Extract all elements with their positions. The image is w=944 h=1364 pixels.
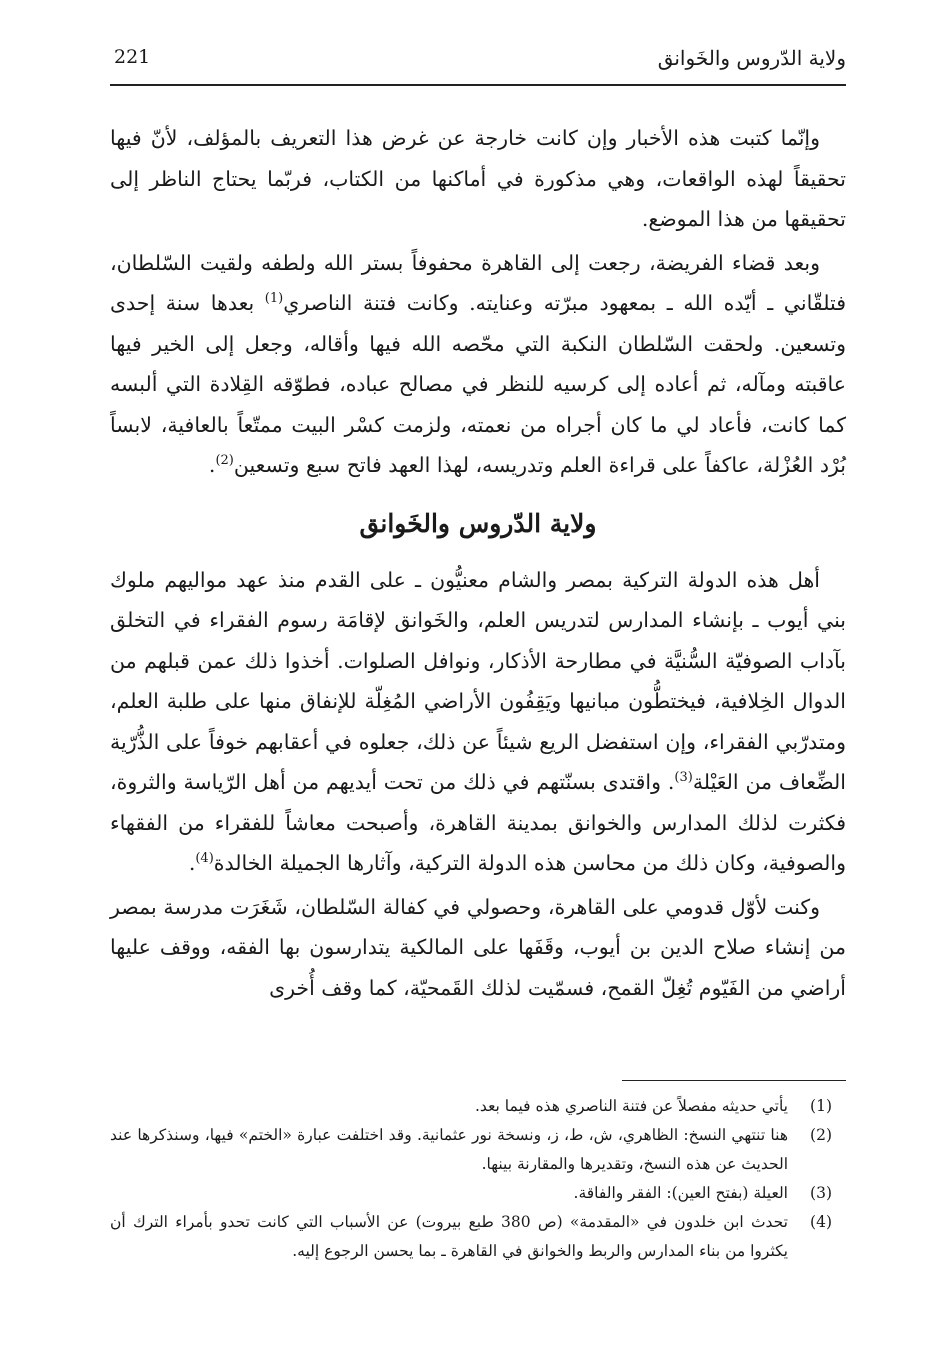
- footnote-2: [110, 1121, 832, 1179]
- paragraph-2: [110, 243, 846, 486]
- paragraph-3-part-3: .: [188, 851, 196, 875]
- paragraph-1: وإنّما كتبت هذه الأخبار وإن كانت خارجة عن غرض هذا التعريف بالمؤلف، لأنّ فيها تحقيقاً لهذه الواقعات، وهي مذكورة في أماكنها من الكتاب، فربّما يحتاج الناظر إلى تحقيقها من هذا الموضع.: [110, 126, 846, 231]
- paragraph-4: وكنت لأوّل قدومي على القاهرة، وحصولي في كفالة السّلطان، شَغَرَت مدرسة بمصر من إنشاء صلاح الدين بن أيوب، وقَفَها على المالكية يتدارسون بها الفقه، ووقف عليها أراضي من الفَيّوم تُغِلّ القمح، فسمّيت لذلك القَمحيّة، كما وقف أُخرى: [110, 894, 846, 1000]
- paragraph-3-part-2: . واقتدى بسنّتهم في ذلك من تحت أيديهم من أهل الرّياسة والثروة، فكثرت لذلك المدارس والخوانق بمدينة القاهرة، وأصبحت معاشاً للفقراء من الفقهاء والصوفية، وكان ذلك من محاسن هذه الدولة التركية، وآثارها الجميلة الخالدة: [110, 770, 846, 875]
- page-number: 221: [114, 46, 151, 68]
- footnote-number: (3): [810, 1184, 832, 1202]
- footnote-text: تحدث ابن خلدون في «المقدمة» (ص 380 طبع بيروت) عن الأسباب التي كانت تحدو بأمراء الترك أن يكثروا من بناء المدارس والربط والخوانق في القاهرة ـ بما يحسن الرجوع إليه.: [110, 1213, 788, 1260]
- footnote-text: هنا تنتهي النسخ: الظاهري، ش، ط، ز، ونسخة نور عثمانية. وقد اختلفت عبارة «الختم» فيها، وسنذكرها عند الحديث عن هذه النسخ، وتقديرها والمقارنة بينها.: [110, 1126, 788, 1173]
- header-rule: [110, 84, 846, 86]
- footnote-text: العيلة (بفتح العين): الفقر والفاقة.: [573, 1184, 788, 1202]
- section-heading: ولاية الدّروس والخَوانق: [359, 508, 597, 538]
- footnote-3: [110, 1179, 832, 1208]
- footnote-1: [110, 1092, 832, 1121]
- footnote-text: يأتي حديثه مفصلاً عن فتنة الناصري هذه فيما بعد.: [475, 1097, 788, 1115]
- footnote-4: [110, 1208, 832, 1266]
- paragraph-3: [110, 560, 846, 884]
- paragraph-3-part-1: أهل هذه الدولة التركية بمصر والشام معنيُّون ـ على القدم منذ عهد مواليهم ملوك بني أيوب ـ بإنشاء المدارس لتدريس العلم، والخَوانق لإقامَة رسوم الفقراء في التخلق بآداب الصوفيّة السُّنيَّة في مطارحة الأذكار، ونوافل الصلوات. أخذوا ذلك عمن قبلهم من الدوال الخِلافية، فيختطُّون مبانيها ويَقِفُون الأراضي المُغِلّة للإنفاق منها على طلبة العلم، ومتدرّبي الفقراء، وإن استفضل الريع شيئاً عن ذلك، جعلوه في أعقابهم خوفاً على الذُّرّية الضِّعاف من العَيْلة: [110, 567, 846, 794]
- footnote-ref-2: (2): [215, 453, 234, 469]
- running-title: ولاية الدّروس والخَوانق: [657, 46, 846, 70]
- footnote-separator: [622, 1080, 846, 1081]
- footnotes: [110, 1092, 832, 1266]
- paragraph-2-part-3: .: [208, 453, 216, 477]
- paragraph-2-part-1: وبعد قضاء الفريضة، رجعت إلى القاهرة محفوفاً بستر الله ولطفه ولقيت السّلطان، فتلقّاني ـ أيّده الله ـ بمعهود مبرّته وعنايته. وكانت فتنة الناصري: [110, 250, 846, 315]
- footnote-number: (4): [810, 1213, 832, 1231]
- footnote-number: (1): [810, 1097, 832, 1115]
- footnote-ref-4: (4): [195, 851, 214, 867]
- footnote-number: (2): [810, 1126, 832, 1144]
- page-header: [110, 38, 846, 86]
- main-text: [110, 118, 846, 1011]
- footnote-ref-3: (3): [674, 770, 693, 786]
- footnote-ref-1: (1): [264, 291, 284, 307]
- paragraph-2-part-2: بعدها سنة إحدى وتسعين. ولحقت السّلطان النكبة التي محّصه الله فيها وأقاله، وجعل إلى الخير فيها عاقبته ومآله، ثم أعاده إلى كرسيه للنظر في مصالح عباده، فطوّقه القِلادة التي ألبسه كما كانت، فأعاد لي ما كان أجراه من نعمته، ولزمت كسْر البيت ممتّعاً بالعافية، لابساً بُرْد العُزْلة، عاكفاً على قراءة العلم وتدريسه، لهذا العهد فاتح سبع وتسعين: [110, 291, 846, 477]
